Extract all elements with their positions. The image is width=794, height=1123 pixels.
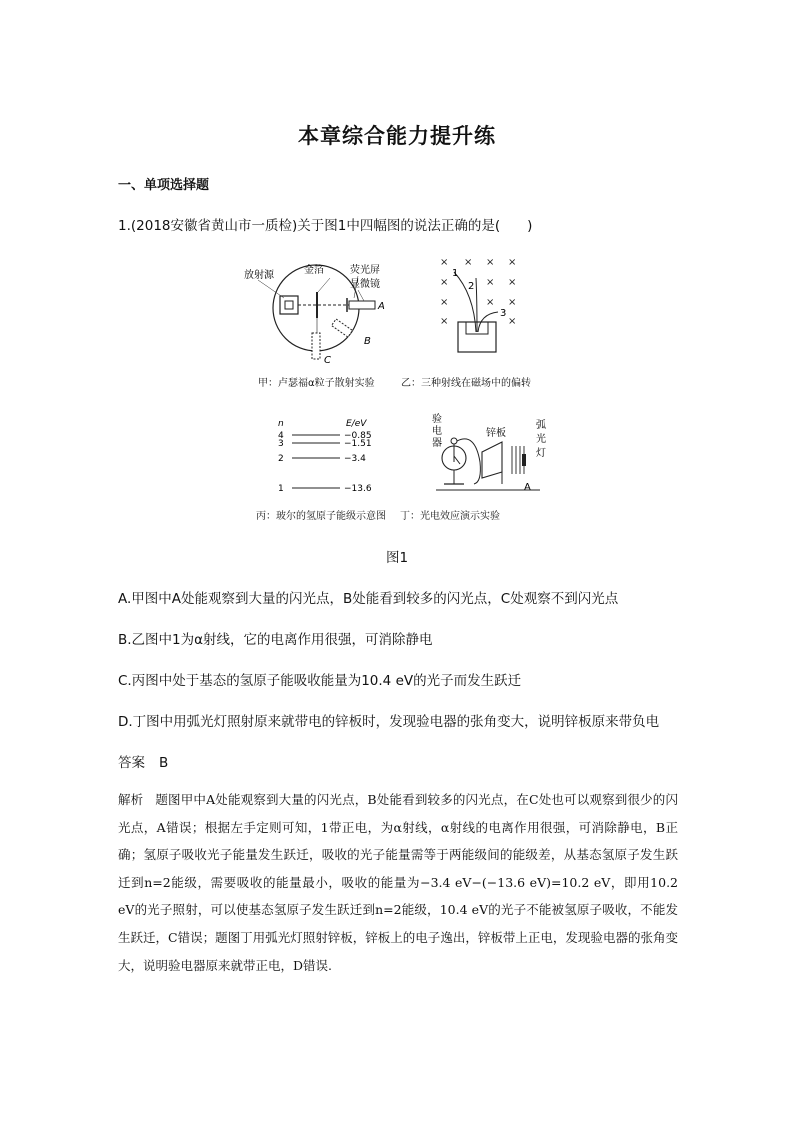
answer-label: 答案: [118, 755, 145, 771]
analysis-label: 解析: [118, 792, 144, 807]
zinc-plate-label: 锌板: [486, 428, 506, 439]
svg-text:×: ×: [508, 316, 517, 327]
figure-yi: [436, 254, 526, 354]
figure-ding-caption: 丁：光电效应演示实验: [400, 511, 500, 522]
option-a: A.甲图中A处能观察到大量的闪光点，B处能看到较多的闪光点，C处观察不到闪光点: [118, 591, 619, 607]
ray-3-label: 3: [500, 308, 507, 319]
level-n-label: 1: [278, 484, 284, 494]
e-axis-label: E/eV: [346, 419, 367, 429]
svg-text:×: ×: [464, 257, 473, 268]
lamp-a-label: A: [524, 482, 531, 493]
svg-text:×: ×: [508, 297, 517, 308]
level-energy-label: −1.51: [344, 439, 372, 449]
page-title: 本章综合能力提升练: [298, 124, 496, 148]
svg-text:×: ×: [440, 316, 449, 327]
figure-yi-caption: 乙：三种射线在磁场中的偏转: [401, 378, 531, 389]
point-b-label: B: [364, 336, 371, 347]
point-a-label: A: [378, 301, 385, 312]
svg-text:×: ×: [486, 277, 495, 288]
lamp-label-3: 灯: [536, 448, 546, 459]
electroscope-label-2: 电: [432, 426, 442, 437]
svg-text:×: ×: [440, 257, 449, 268]
level-energy-label: −13.6: [344, 484, 372, 494]
answer-value: B: [159, 755, 169, 771]
electroscope-label-3: 器: [432, 438, 442, 449]
question-stem: 1.(2018安徽省黄山市一质检)关于图1中四幅图的说法正确的是( ): [118, 218, 533, 234]
answer-row: [118, 751, 168, 771]
option-b: B.乙图中1为α射线，它的电离作用很强，可消除静电: [118, 632, 433, 648]
microscope-label: 显微镜: [350, 279, 380, 290]
analysis-text: 题图甲中A处能观察到大量的闪光点，B处能看到较多的闪光点，在C处也可以观察到很少的闪光点，A错误；根据左手定则可知，1带正电，为α射线，α射线的电离作用很强，可消除静电，B正确；氢原子吸收光子能量发生跃迁，吸收的光子能量需等于两能级间的能级差，从基态氢原子发生跃迁到n=2能级，需要吸收的能量最小，吸收的能量为−3.4 eV−(−13.6 eV)=10.2 eV，即用10.2 eV的光子照射，可以使基态氢原子发生跃迁到n=2能级，10.4 eV的光子不能被氢原子吸收，不能发生跃迁，C错误；题图丁用弧光灯照射锌板，锌板上的电子逸出，锌板带上正电，发现验电器的张角变大，说明验电器原来就带正电，D错误.: [118, 792, 678, 973]
figure-jia-caption: 甲：卢瑟福α粒子散射实验: [258, 378, 375, 389]
screen-label: 荧光屏: [350, 265, 380, 276]
figure-number: 图1: [385, 550, 409, 566]
point-c-label: C: [324, 355, 331, 366]
level-energy-label: −0.85: [344, 431, 372, 441]
ray-2-label: 2: [468, 281, 475, 292]
source-label: 放射源: [244, 270, 274, 281]
option-c: C.丙图中处于基态的氢原子能吸收能量为10.4 eV的光子而发生跃迁: [118, 673, 522, 689]
figure-bing: [272, 416, 382, 498]
svg-text:×: ×: [440, 277, 449, 288]
analysis-paragraph: [118, 786, 678, 979]
figure-bing-caption: 丙：玻尔的氢原子能级示意图: [256, 511, 386, 522]
lamp-label-1: 弧: [536, 420, 546, 431]
level-n-label: 2: [278, 454, 284, 464]
option-d: D.丁图中用弧光灯照射原来就带电的锌板时，发现验电器的张角变大，说明锌板原来带负电: [118, 714, 660, 730]
svg-text:×: ×: [508, 257, 517, 268]
figure-jia: [244, 258, 404, 368]
section-heading: 一、单项选择题: [118, 178, 210, 193]
svg-text:×: ×: [486, 297, 495, 308]
svg-text:×: ×: [440, 297, 449, 308]
level-energy-label: −3.4: [344, 454, 366, 464]
figure-ding: [430, 412, 560, 502]
lamp-label-2: 光: [536, 434, 546, 445]
level-n-label: 3: [278, 439, 284, 449]
ray-1-label: 1: [452, 268, 459, 279]
svg-text:×: ×: [486, 257, 495, 268]
level-n-label: 4: [278, 431, 284, 441]
n-axis-label: n: [278, 419, 284, 429]
foil-label: 金箔: [304, 265, 324, 276]
electroscope-label-1: 验: [432, 414, 442, 425]
svg-text:×: ×: [508, 277, 517, 288]
